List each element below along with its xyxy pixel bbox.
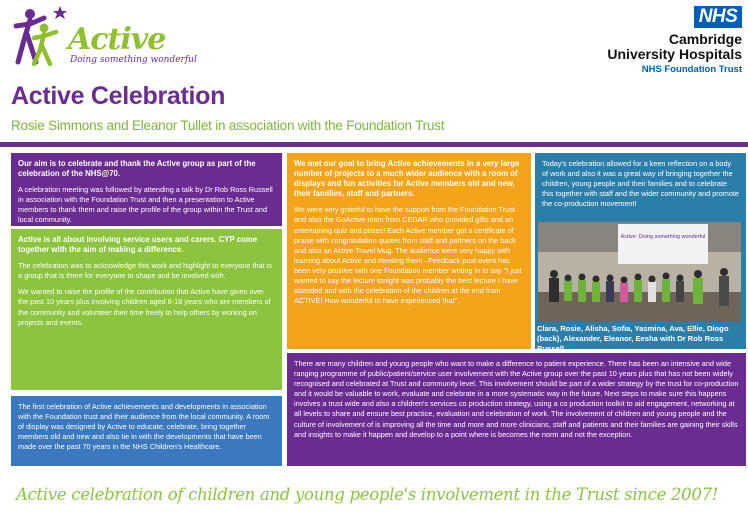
slide-text: Active: Doing something wonderful xyxy=(620,234,706,240)
involve-heading: Active is all about involving service users and carers. CYP come together with the aim of making a difference. xyxy=(18,235,258,255)
group-photo-illustration xyxy=(538,222,741,322)
aim-panel xyxy=(11,153,282,226)
nhs-org-line2: University Hospitals xyxy=(607,46,742,62)
first-celebration-body: The first celebration of Active achievements and developments in association with the Foundation trust and their audience from the local community. A room of display was designed by Active to educate, celebrate, bring together members old and new and also tie in with the developments that have been made over the past 70 years in the NHS Children's Healthcare. xyxy=(18,402,270,452)
header-divider xyxy=(0,142,748,147)
footer-slogan: Active celebration of children and young people's involvement in the Trust since 2007! xyxy=(16,485,719,504)
nhs-logo: NHS xyxy=(694,6,742,28)
goal-panel xyxy=(287,153,531,349)
photo-caption: Clara, Rosie, Alisha, Sofia, Yasmina, Ava, Ellie, Diogo (back), Alexander, Eleanor, Eesha with Dr Rob Ross Russell xyxy=(537,324,729,353)
page-subtitle: Rosie Simmons and Eleanor Tullet in association with the Foundation Trust xyxy=(11,118,445,133)
logo-tagline: Doing something wonderful xyxy=(70,55,197,65)
nhs-org-line3: NHS Foundation Trust xyxy=(641,64,742,75)
many-children-panel xyxy=(287,353,746,466)
nhs-org-line1: Cambridge xyxy=(668,31,742,47)
goal-heading: We met our goal to bring Active achievements in a very large number of projects to a much wider audience with a room of displays and fun activities for Active members old and new, their families, staff and partners. xyxy=(294,159,520,199)
aim-heading: Our aim is to celebrate and thank the Active group as part of the celebration of the NHS@70. xyxy=(18,159,256,179)
aim-body: A celebration meeting was followed by attending a talk by Dr Rob Ross Russell in association with the Foundation Trust and then a presentation to Active members to thank them and raise the profile of the group within the Trust and local community. xyxy=(18,185,273,225)
active-logo xyxy=(10,4,197,74)
many-children-body: There are many children and young people who want to make a difference to patient experience. There has been an intensive and wide ranging programme of public/patient/service user involvement with the Active group over the past 10 years plus that has not been widely recognised and celebrated at Trust and community level. This involvement should be part of a wider strategy by the trust for co-production and it would be valuable to work, evaluate and celebrate in a more systematic way in the future. Next steps to make sure this happens involves a trust wide and also a children's services co production strategy, using a co production toolkit to aid engagement, networking at all levels to share and ensure best practice, evaluation and celebration of work. The involvement of children and young people and the culture of involvement of is improving all the time and more and more clinicians, staff and patients and their families are gaining their skills and insights to make it happen and develop to a point where is becomes the norm and not the exception. xyxy=(294,359,739,439)
logo-wordmark: Active xyxy=(68,22,166,57)
goal-body: We were very grateful to have the support from the Foundation Trust and also the GoActive team from CEDAR who provided gifts and an entertaining quiz and prizes! Each Active member got a certificate of praise with congratulation quotes from staff and partners on the back and also an Active Travel Mug. The audience were very happy with learning about Active and meeting them –Feedback post event has been very positive with one Foundation member writing in to say "I just wanted to say the lecture tonight was probably the best lecture I have attended and with the celebration of the children at the end from ACTIVE! How wonderful to have experienced that". xyxy=(294,205,522,306)
group-photo xyxy=(538,222,741,322)
involve-body-2: We wanted to raise the profile of the contribution that Active have given over the past 10 years plus involving children aged 8-18 years who are members of the community and volunteer their time freely to help others by working on projects and events. xyxy=(18,287,271,327)
dancing-figures-icon xyxy=(10,4,70,70)
involve-panel xyxy=(11,229,282,390)
first-celebration-panel xyxy=(11,396,282,466)
involve-body-1: The celebration was to acknowledge this work and highlight to everyone that is a group that is there for everyone to shape and be involved with. xyxy=(18,261,272,281)
today-body: Today's celebration allowed for a keen reflection on a body of work and also it was a great way of bringing together the children, young people and their families and to celebrate this together with staff and the wider community and promote the co-production movement! xyxy=(542,159,739,209)
page-title: Active Celebration xyxy=(11,82,226,110)
